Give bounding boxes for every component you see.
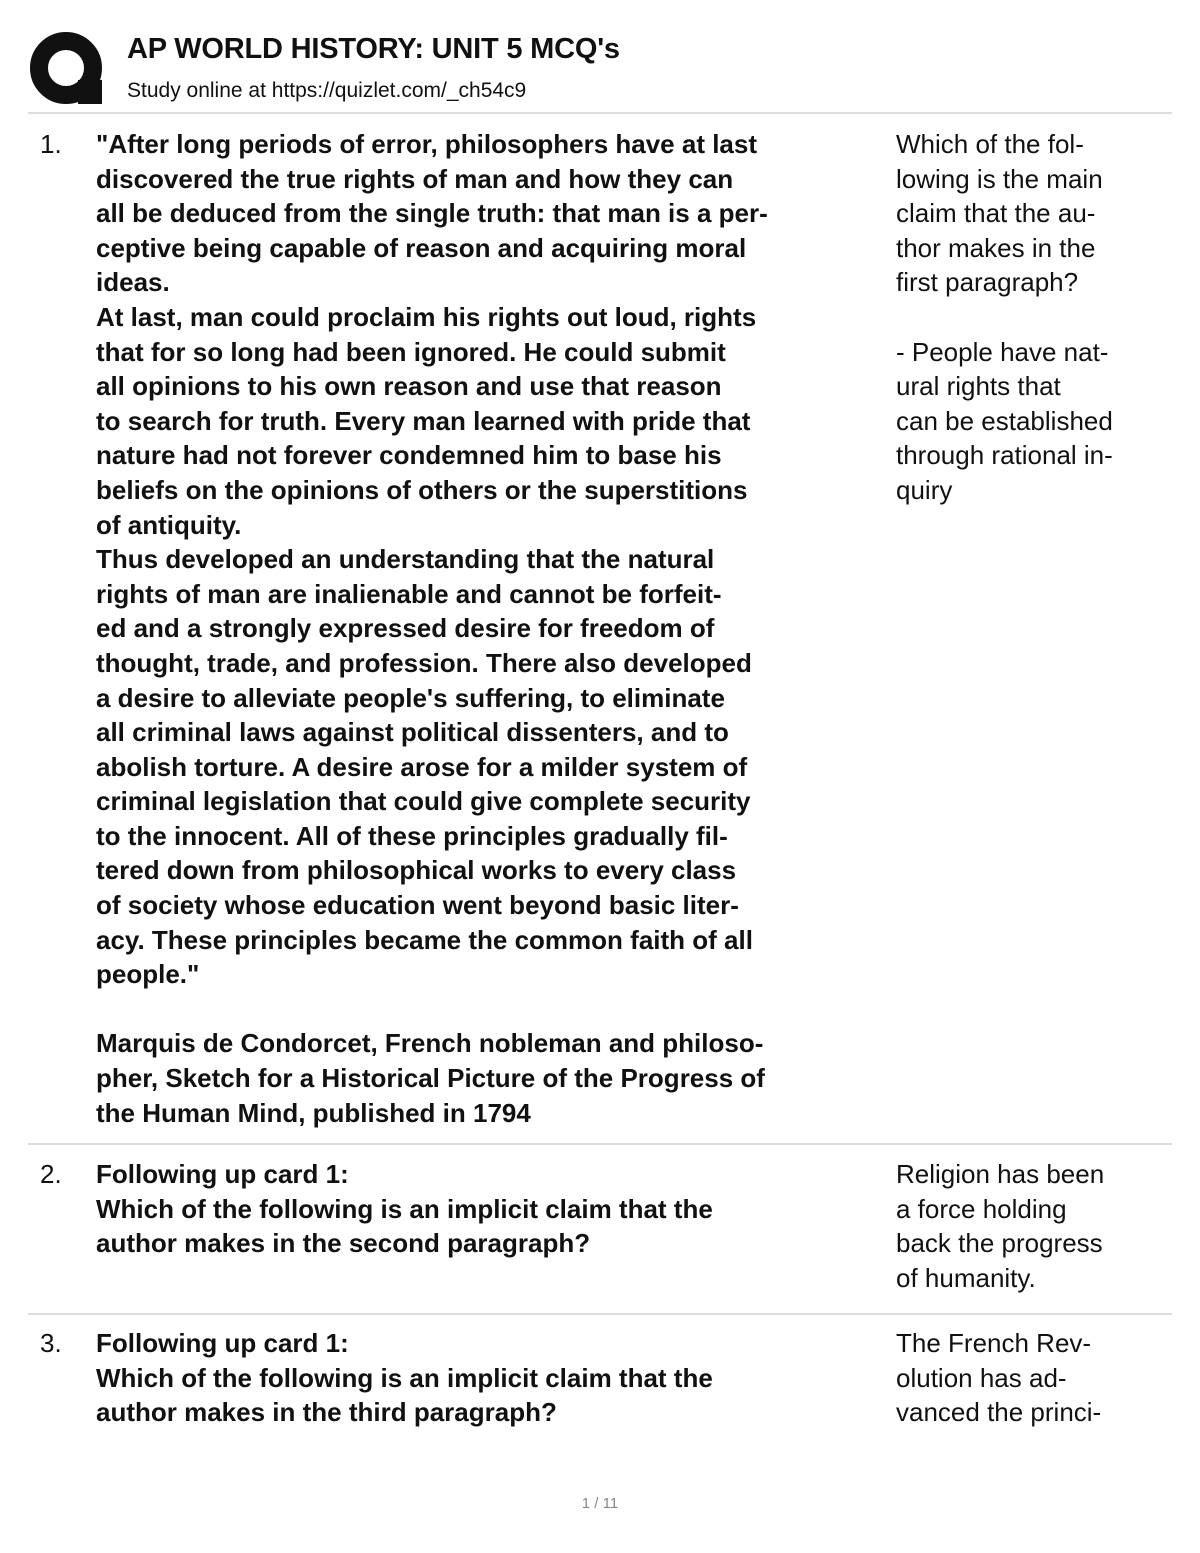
answer-line: lowing is the main	[896, 163, 1103, 194]
question-line: ed and a strongly expressed desire for freedom of	[96, 613, 715, 644]
answer-line: The French Rev-	[896, 1328, 1092, 1358]
question-line: criminal legislation that could give complete security	[96, 786, 751, 817]
question-line: At last, man could proclaim his rights out loud, rights	[96, 301, 757, 332]
card-divider	[28, 1143, 1172, 1145]
question-line: beliefs on the opinions of others or the superstitions	[96, 474, 748, 505]
question-line: the Human Mind, published in 1794	[96, 1097, 531, 1128]
question-line: that for so long had been ignored. He could submit	[96, 336, 726, 367]
card-number: 1.	[40, 129, 62, 159]
question-line: of antiquity.	[96, 509, 242, 540]
card-3-question	[96, 1326, 896, 1430]
card-3-answer	[896, 1326, 1186, 1430]
page-indicator: 1 / 11	[581, 1495, 619, 1512]
answer-line: a force holding	[896, 1193, 1067, 1224]
card-divider	[28, 1313, 1172, 1315]
card-2-answer	[896, 1157, 1186, 1295]
answer-line: can be established	[896, 405, 1113, 436]
answer-line: of humanity.	[896, 1262, 1036, 1293]
answer-line: ural rights that	[896, 371, 1061, 402]
question-line: all criminal laws against political dissenters, and to	[96, 717, 729, 748]
question-line: Which of the following is an implicit claim that the	[96, 1362, 713, 1393]
question-line: tered down from philosophical works to every class	[96, 855, 737, 886]
answer-line: vanced the princi-	[896, 1397, 1102, 1428]
question-line: Which of the following is an implicit claim that the	[96, 1193, 713, 1224]
answer-line	[896, 300, 1186, 335]
question-line: nature had not forever condemned him to base his	[96, 440, 722, 471]
question-line: all opinions to his own reason and use that reason	[96, 371, 722, 402]
question-line: author makes in the second paragraph?	[96, 1228, 591, 1259]
card-2-question	[96, 1157, 896, 1261]
answer-line: Religion has been	[896, 1159, 1105, 1189]
question-line: a desire to alleviate people's suffering, to eliminate	[96, 682, 725, 713]
quizlet-logo-icon	[28, 30, 106, 108]
question-line	[96, 992, 896, 1027]
question-line: of society whose education went beyond basic liter-	[96, 890, 739, 921]
card-1-question	[96, 127, 896, 1130]
question-line: people."	[96, 959, 200, 990]
answer-line: olution has ad-	[896, 1362, 1067, 1393]
answer-line: quiry	[896, 474, 953, 505]
question-line: pher, Sketch for a Historical Picture of the Progress of	[96, 1063, 765, 1094]
question-line: author makes in the third paragraph?	[96, 1397, 557, 1428]
question-line: acy. These principles became the common faith of all	[96, 924, 753, 955]
answer-line: back the progress	[896, 1228, 1103, 1259]
question-line: Following up card 1:	[96, 1328, 349, 1358]
question-line: thought, trade, and profession. There also developed	[96, 647, 752, 678]
card-1-answer	[896, 127, 1186, 508]
question-line: discovered the true rights of man and how they can	[96, 163, 734, 194]
answer-line: through rational in-	[896, 440, 1113, 471]
answer-line: thor makes in the	[896, 232, 1096, 263]
question-line: all be deduced from the single truth: that man is a per-	[96, 198, 768, 229]
question-line: to the innocent. All of these principles gradually fil-	[96, 820, 728, 851]
question-line: abolish torture. A desire arose for a milder system of	[96, 751, 748, 782]
question-line: "After long periods of error, philosophers have at last	[96, 129, 758, 159]
answer-line: claim that the au-	[896, 198, 1096, 229]
question-line: to search for truth. Every man learned with pride that	[96, 405, 751, 436]
study-online-link[interactable]: Study online at https://quizlet.com/_ch54c9	[127, 79, 527, 102]
answer-line: first paragraph?	[896, 267, 1079, 298]
header-divider	[28, 112, 1172, 114]
question-line: Marquis de Condorcet, French nobleman and philoso-	[96, 1028, 764, 1059]
question-line: ceptive being capable of reason and acquiring moral	[96, 232, 747, 263]
page-title: AP WORLD HISTORY: UNIT 5 MCQ's	[127, 33, 620, 65]
card-number: 2.	[40, 1159, 62, 1189]
card-number: 3.	[40, 1328, 62, 1358]
question-line: rights of man are inalienable and cannot be forfeit-	[96, 578, 722, 609]
question-line: Following up card 1:	[96, 1159, 349, 1189]
question-line: Thus developed an understanding that the natural	[96, 544, 715, 575]
answer-line: Which of the fol-	[896, 129, 1084, 159]
question-line: ideas.	[96, 267, 170, 298]
answer-line: - People have nat-	[896, 336, 1109, 367]
